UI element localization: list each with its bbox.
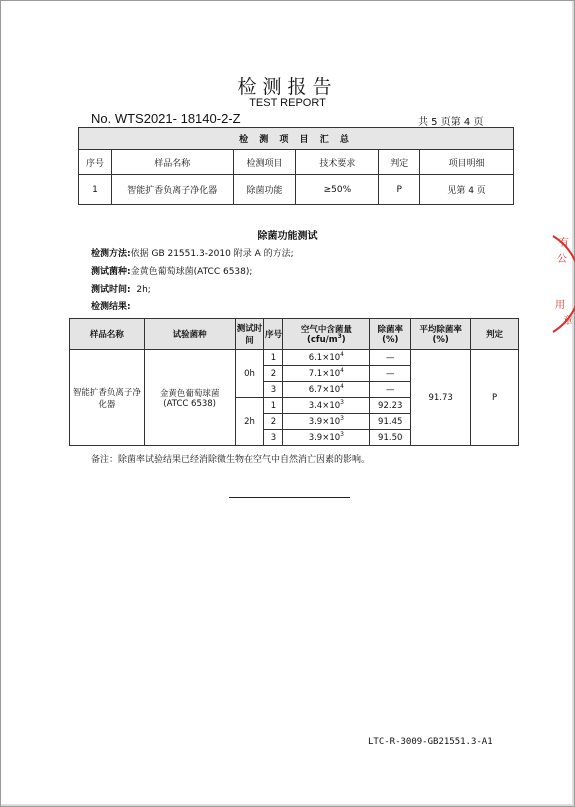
stamp-seal bbox=[545, 228, 575, 338]
count-exponent: 4 bbox=[340, 350, 344, 358]
summary-table bbox=[78, 127, 514, 205]
count-exponent: 4 bbox=[340, 366, 344, 374]
method-label: 检测方法: bbox=[91, 249, 131, 259]
footer-code: LTC-R-3009-GB21551.3-A1 bbox=[368, 737, 493, 747]
count-exponent: 3 bbox=[340, 414, 344, 422]
col-header: 项目明细 bbox=[420, 150, 514, 175]
rate-cell: 91.50 bbox=[370, 430, 411, 446]
count-base: 6.1×10 bbox=[308, 352, 341, 363]
seq-cell: 1 bbox=[264, 398, 283, 414]
results-table bbox=[69, 318, 519, 446]
stamp-glyph: 章 bbox=[563, 316, 573, 327]
stamp-glyph: 有 bbox=[559, 238, 569, 249]
seq-cell: 2 bbox=[264, 366, 283, 382]
table-row bbox=[79, 175, 514, 205]
strain-cell bbox=[144, 350, 235, 446]
average-rate-cell: 91.73 bbox=[411, 350, 471, 446]
col-header bbox=[283, 319, 370, 350]
count-base: 7.1×10 bbox=[308, 368, 341, 379]
page-info bbox=[418, 113, 483, 128]
method-line bbox=[91, 246, 294, 259]
col-header bbox=[370, 319, 411, 350]
sample-name-cell: 智能扩香负离子净化器 bbox=[70, 350, 145, 446]
page-total: 共 5 页 bbox=[418, 117, 451, 128]
stamp-glyph: 公 bbox=[557, 254, 567, 265]
end-rule bbox=[229, 497, 350, 498]
strain-code: (ATCC 6538) bbox=[163, 398, 216, 409]
time-line bbox=[91, 282, 151, 295]
col-header-unit-sup: 3 bbox=[337, 333, 342, 341]
count-cell bbox=[283, 414, 370, 430]
note: 备注：除菌率试验结果已经消除微生物在空气中自然消亡因素的影响。 bbox=[91, 455, 371, 465]
seq-cell: 3 bbox=[264, 430, 283, 446]
col-header-unit: (cfu/m bbox=[306, 335, 338, 345]
table-cell: P bbox=[379, 175, 420, 205]
table-cell: ≥50% bbox=[296, 175, 379, 205]
stamp-glyph: 用 bbox=[555, 300, 565, 311]
count-cell bbox=[283, 398, 370, 414]
rate-cell: — bbox=[370, 366, 411, 382]
col-header: 判定 bbox=[379, 150, 420, 175]
strain-label: 测试菌种: bbox=[91, 267, 131, 277]
col-header: 检测项目 bbox=[233, 150, 296, 175]
page-current: 第 4 页 bbox=[450, 117, 484, 128]
strain-name: 金黄色葡萄球菌 bbox=[159, 388, 220, 399]
count-cell bbox=[283, 350, 370, 366]
judgement-cell: P bbox=[471, 350, 519, 446]
col-header: 样品名称 bbox=[70, 319, 145, 350]
col-header: 序号 bbox=[264, 319, 283, 350]
seq-cell: 2 bbox=[264, 414, 283, 430]
count-exponent: 3 bbox=[340, 430, 344, 438]
time-cell: 0h bbox=[235, 350, 264, 398]
method-value: 依据 GB 21551.3-2010 附录 A 的方法; bbox=[130, 249, 294, 259]
rate-cell: — bbox=[370, 350, 411, 366]
col-header: 判定 bbox=[471, 319, 519, 350]
report-number: No. WTS2021- 18140-2-Z bbox=[91, 111, 241, 126]
result-line bbox=[91, 299, 131, 312]
table-cell: 1 bbox=[79, 175, 112, 205]
col-header-main: 空气中含菌量 bbox=[300, 325, 352, 335]
col-header: 平均除菌率 (%) bbox=[411, 319, 471, 350]
count-cell bbox=[283, 382, 370, 398]
time-label: 测试时间: bbox=[91, 285, 131, 295]
col-header: 样品名称 bbox=[111, 150, 233, 175]
col-header: 试验菌种 bbox=[144, 319, 235, 350]
count-cell bbox=[283, 430, 370, 446]
report-title: 检测报告 bbox=[237, 76, 338, 98]
seq-cell: 1 bbox=[264, 350, 283, 366]
rate-cell: 91.45 bbox=[370, 414, 411, 430]
result-label: 检测结果: bbox=[91, 302, 131, 312]
col-header-unit: (%) bbox=[382, 335, 399, 345]
summary-caption: 检 测 项 目 汇 总 bbox=[79, 128, 514, 150]
col-header: 测试时间 bbox=[235, 319, 264, 350]
count-base: 3.9×10 bbox=[308, 416, 341, 427]
time-value: 2h; bbox=[136, 285, 151, 295]
col-header: 技术要求 bbox=[296, 150, 379, 175]
section-title: 除菌功能测试 bbox=[257, 231, 318, 242]
col-header-main: 除菌率 bbox=[377, 325, 403, 335]
table-cell: 智能扩香负离子净化器 bbox=[111, 175, 233, 205]
count-base: 3.9×10 bbox=[308, 432, 341, 443]
table-cell: 除菌功能 bbox=[233, 175, 296, 205]
count-exponent: 3 bbox=[340, 398, 344, 406]
rate-cell: — bbox=[370, 382, 411, 398]
table-cell: 见第 4 页 bbox=[420, 175, 514, 205]
col-header: 序号 bbox=[79, 150, 112, 175]
count-cell bbox=[283, 366, 370, 382]
strain-value: 金黄色葡萄球菌(ATCC 6538); bbox=[130, 267, 253, 277]
report-subtitle: TEST REPORT bbox=[249, 97, 326, 109]
count-base: 6.7×10 bbox=[308, 384, 341, 395]
rate-cell: 92.23 bbox=[370, 398, 411, 414]
table-row bbox=[70, 350, 519, 366]
count-exponent: 4 bbox=[340, 382, 344, 390]
strain-line bbox=[91, 264, 252, 277]
time-cell: 2h bbox=[235, 398, 264, 446]
seq-cell: 3 bbox=[264, 382, 283, 398]
count-base: 3.4×10 bbox=[308, 400, 341, 411]
col-header-unit-end: ) bbox=[341, 335, 346, 345]
